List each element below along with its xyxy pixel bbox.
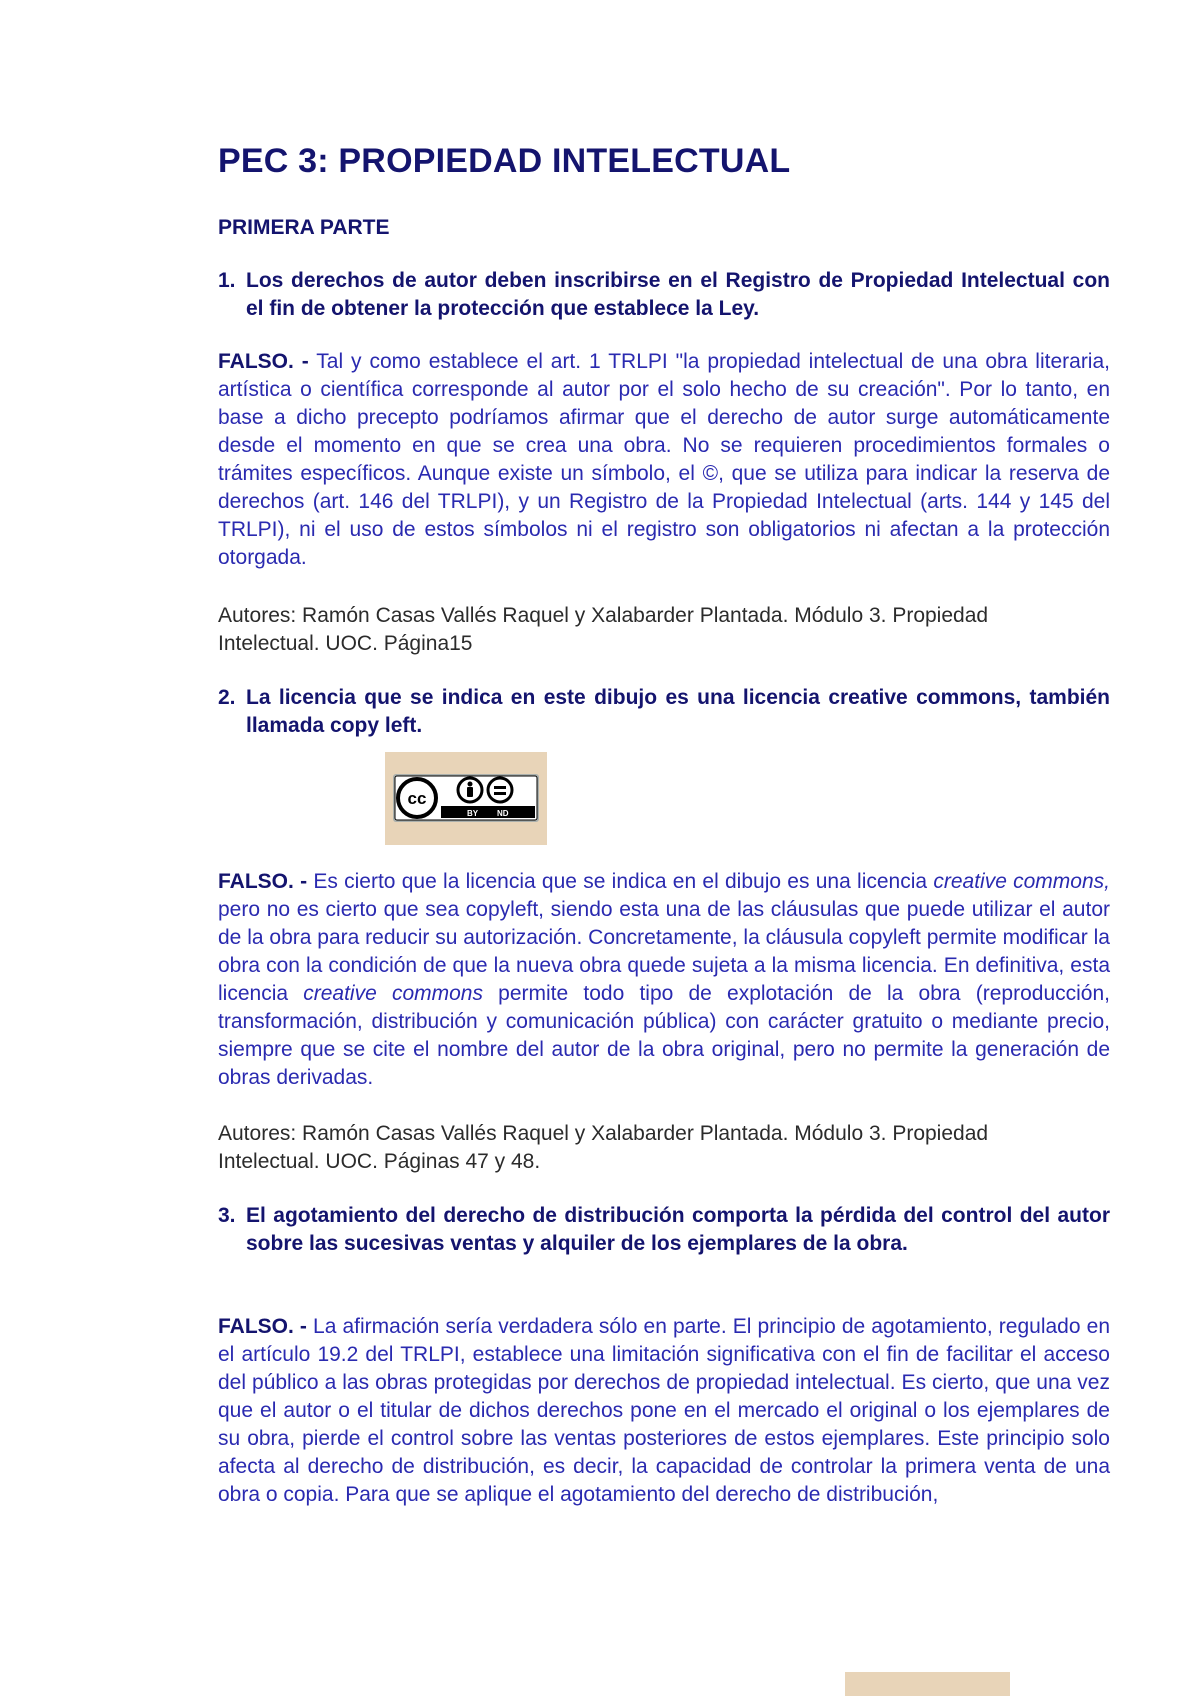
answer-2 — [218, 868, 1110, 1092]
answer-text: Tal y como establece el art. 1 TRLPI "la propiedad intelectual de una obra literaria, artística o científica corresponde al autor por el solo hecho de su creación". Por lo tanto, en base a dicho precepto podríamos afirmar que el derecho de autor surge automáticamente desde el momento en que se crea una obra. No se requieren procedimientos formales o trámites específicos. Aunque existe un símbolo, el ©, que se utiliza para indicar la reserva de derechos (art. 146 del TRLPI), y un Registro de la Propiedad Intelectual (arts. 144 y 145 del TRLPI), ni el uso de estos símbolos ni el registro son obligatorios ni afectan a la protección otorgada. — [218, 350, 1110, 569]
question-2 — [218, 684, 1110, 740]
answer-emphasis: creative commons, — [933, 870, 1110, 893]
answer-text: pero no es cierto que sea copyleft, siendo esta una de las cláusulas que puede utilizar el autor de la obra para reducir su autorización. Concretamente, la cláusula copyleft permite modificar la obra con la condición de que la nueva obra quede sujeta a la misma licencia. En definitiva, esta licencia — [218, 898, 1110, 1005]
answer-text: La afirmación sería verdadera sólo en parte. El principio de agotamiento, regulado en el artículo 19.2 del TRLPI, establece una limitación significativa con el fin de facilitar el acceso del público a las obras protegidas por derechos de propiedad intelectual. Es cierto, que una vez que el autor o el titular de dichos derechos pone en el mercado el original o los ejemplares de su obra, pierde el control sobre las ventas posteriores de estos ejemplares. Este principio solo afecta al derecho de distribución, es decir, la capacidad de controlar la primera venta de una obra o copia. Para que se aplique el agotamiento del derecho de distribución, — [218, 1315, 1110, 1506]
no-derivatives-equals-icon — [488, 778, 512, 802]
question-text: Los derechos de autor deben inscribirse en el Registro de Propiedad Intelectual con el fin de obtener la protección que establece la Ley. — [246, 269, 1110, 320]
license-image — [385, 752, 547, 845]
source-line: Intelectual. UOC. Página15 — [218, 632, 473, 655]
answer-emphasis: creative commons — [303, 982, 483, 1005]
badge-by-label: BY — [467, 809, 479, 818]
source-line: Autores: Ramón Casas Vallés Raquel y Xalabarder Plantada. Módulo 3. Propiedad — [218, 1122, 989, 1145]
source-line: Autores: Ramón Casas Vallés Raquel y Xalabarder Plantada. Módulo 3. Propiedad — [218, 604, 989, 627]
answer-verdict: FALSO. - — [218, 1315, 307, 1338]
source-line: Intelectual. UOC. Páginas 47 y 48. — [218, 1150, 541, 1173]
question-text: La licencia que se indica en este dibujo es una licencia creative commons, también llamada copy left. — [246, 686, 1110, 737]
question-3 — [218, 1202, 1110, 1258]
question-number: 1. — [218, 269, 236, 292]
badge-cc-label: cc — [407, 789, 427, 808]
question-1 — [218, 267, 1110, 323]
source-2 — [218, 1120, 1110, 1176]
source-1 — [218, 602, 1110, 658]
badge-nd-label: ND — [497, 809, 509, 818]
answer-text: Es cierto que la licencia que se indica en el dibujo es una licencia — [313, 870, 928, 893]
answer-verdict: FALSO. - — [218, 870, 308, 893]
question-number: 2. — [218, 686, 236, 709]
answer-verdict: FALSO. - — [218, 350, 309, 373]
document-title: PEC 3: PROPIEDAD INTELECTUAL — [218, 142, 791, 180]
answer-text: permite todo tipo de explotación de la obra (reproducción, transformación, distribución y comunicación pública) con carácter gratuito o mediante precio, siempre que se cite el nombre del autor de la obra original, pero no permite la generación de obras derivadas. — [218, 982, 1110, 1089]
footer-page-tab — [845, 1672, 1010, 1696]
question-number: 3. — [218, 1204, 236, 1227]
cc-by-nd-license-icon — [393, 774, 539, 822]
question-text: El agotamiento del derecho de distribución comporta la pérdida del control del autor sobre las sucesivas ventas y alquiler de los ejemplares de la obra. — [246, 1204, 1110, 1255]
section-heading: PRIMERA PARTE — [218, 216, 390, 239]
answer-3 — [218, 1313, 1110, 1509]
answer-1 — [218, 348, 1110, 572]
